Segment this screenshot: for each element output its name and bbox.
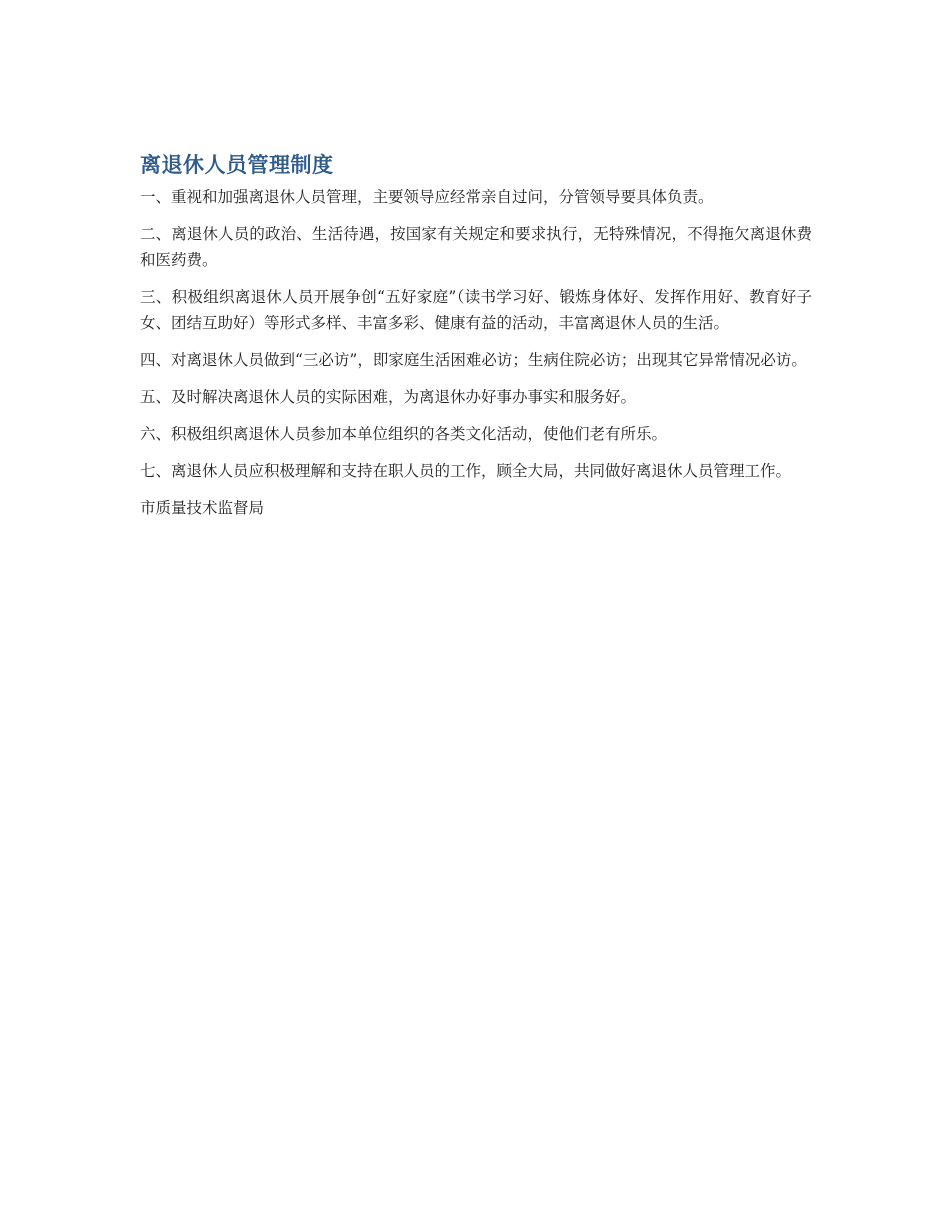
document-page [140, 150, 812, 521]
paragraph-3: 三、积极组织离退休人员开展争创“五好家庭”（读书学习好、锻炼身体好、发挥作用好、教育好子女、团结互助好）等形式多样、丰富多彩、健康有益的活动，丰富离退休人员的生活。 [140, 288, 812, 332]
paragraph-2: 二、离退休人员的政治、生活待遇，按国家有关规定和要求执行，无特殊情况，不得拖欠离退休费和医药费。 [140, 225, 812, 269]
paragraph-1: 一、重视和加强离退休人员管理，主要领导应经常亲自过问，分管领导要具体负责。 [140, 188, 714, 206]
issuer-signature: 市质量技术监督局 [140, 499, 265, 517]
paragraph-4: 四、对离退休人员做到“三必访”，即家庭生活困难必访；生病住院必访；出现其它异常情况必访。 [140, 351, 807, 369]
paragraph-7: 七、离退休人员应积极理解和支持在职人员的工作，顾全大局，共同做好离退休人员管理工作。 [140, 462, 792, 480]
paragraph-6: 六、积极组织离退休人员参加本单位组织的各类文化活动，使他们老有所乐。 [140, 425, 668, 443]
paragraph-5: 五、及时解决离退休人员的实际困难，为离退休办好事办事实和服务好。 [140, 388, 637, 406]
document-title: 离退休人员管理制度 [140, 153, 334, 177]
